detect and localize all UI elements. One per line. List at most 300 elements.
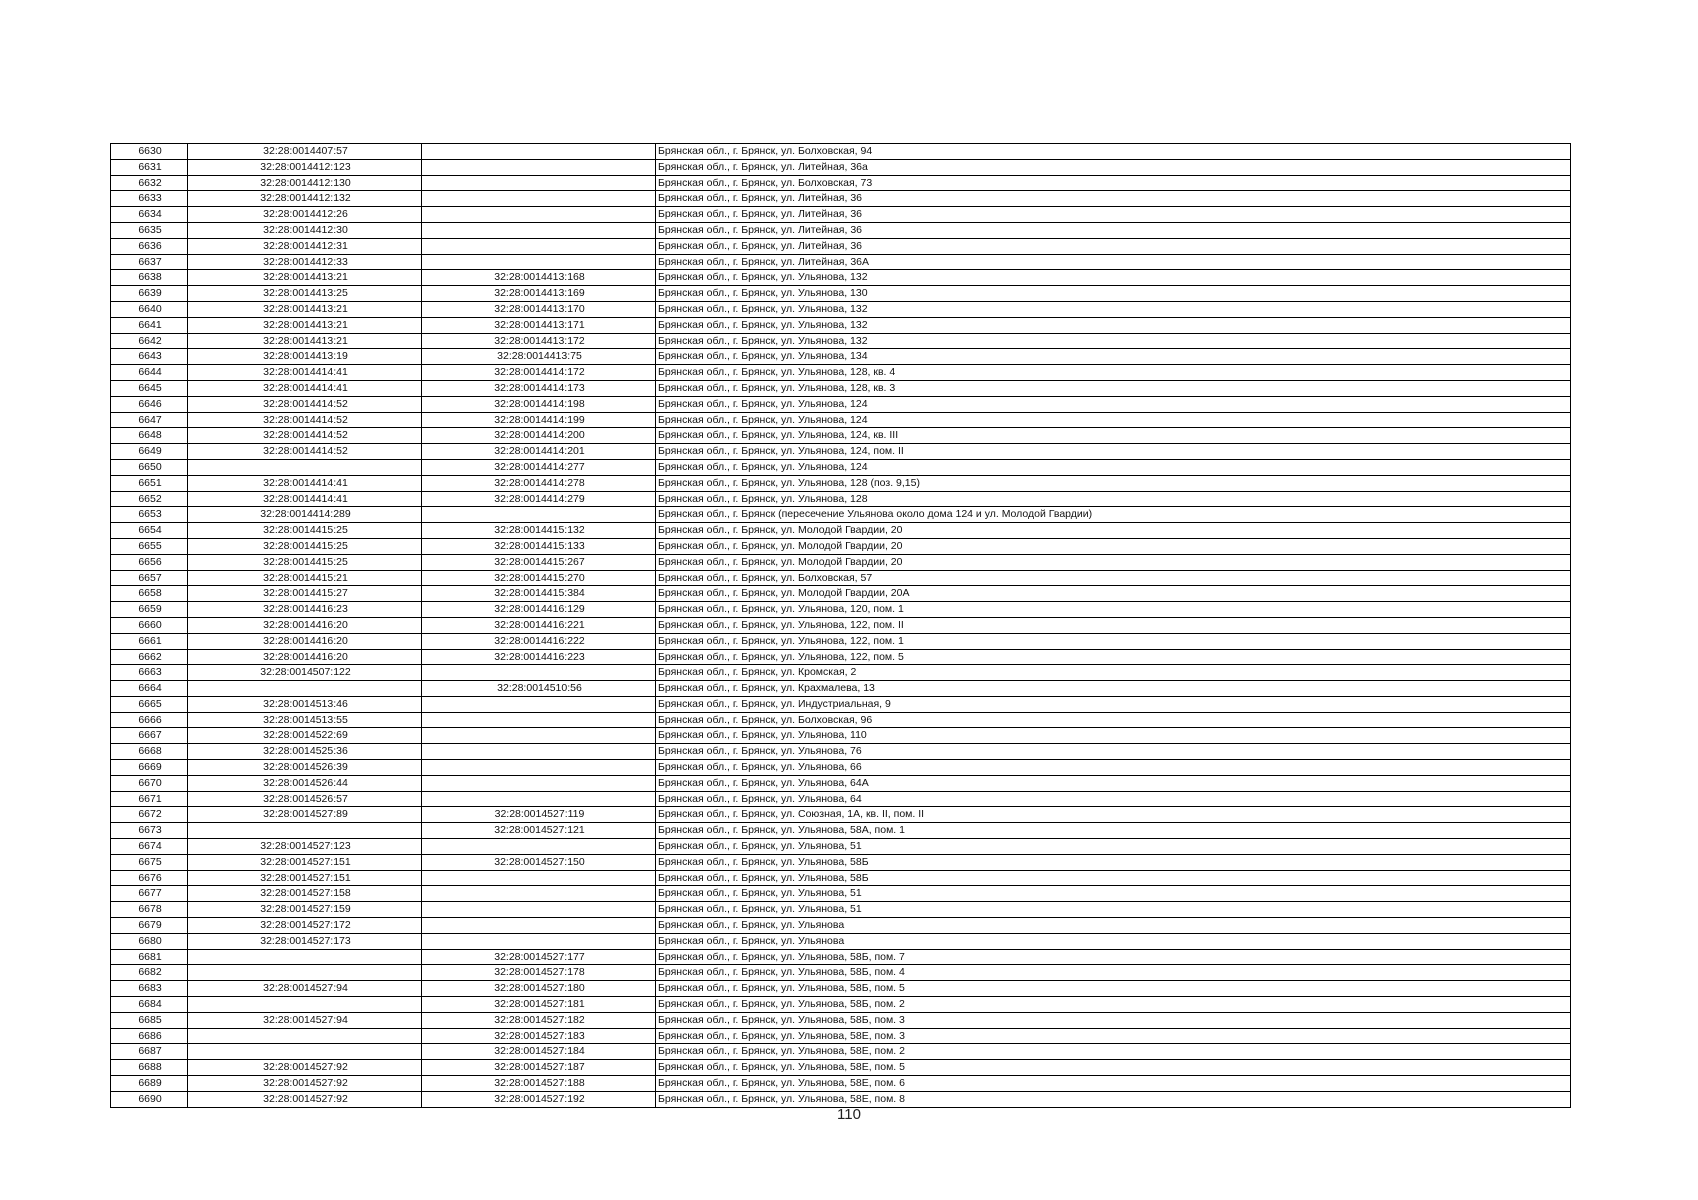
object-cadastral-number-cell	[422, 760, 656, 776]
object-cadastral-number-cell	[422, 207, 656, 223]
address-cell: Брянская обл., г. Брянск, ул. Ульянова, 134	[656, 349, 1571, 365]
object-cadastral-number-cell	[422, 775, 656, 791]
table-row	[111, 617, 1571, 633]
parcel-cadastral-number-cell: 32:28:0014527:172	[188, 918, 422, 934]
object-cadastral-number-cell	[422, 191, 656, 207]
table-row	[111, 444, 1571, 460]
row-number-cell: 6690	[111, 1091, 188, 1107]
page-number: 110	[837, 1106, 861, 1123]
object-cadastral-number-cell: 32:28:0014527:150	[422, 854, 656, 870]
object-cadastral-number-cell: 32:28:0014527:184	[422, 1044, 656, 1060]
address-cell: Брянская обл., г. Брянск, ул. Ульянова, 122, пом. II	[656, 617, 1571, 633]
table-row	[111, 207, 1571, 223]
address-cell: Брянская обл., г. Брянск, ул. Ульянова, 58Е, пом. 8	[656, 1091, 1571, 1107]
table-row	[111, 807, 1571, 823]
row-number-cell: 6671	[111, 791, 188, 807]
table-row	[111, 459, 1571, 475]
row-number-cell: 6635	[111, 222, 188, 238]
row-number-cell: 6652	[111, 491, 188, 507]
table-row	[111, 649, 1571, 665]
row-number-cell: 6667	[111, 728, 188, 744]
object-cadastral-number-cell: 32:28:0014413:169	[422, 286, 656, 302]
table-row	[111, 286, 1571, 302]
row-number-cell: 6662	[111, 649, 188, 665]
table-row	[111, 681, 1571, 697]
row-number-cell: 6657	[111, 570, 188, 586]
parcel-cadastral-number-cell: 32:28:0014415:25	[188, 538, 422, 554]
row-number-cell: 6677	[111, 886, 188, 902]
address-cell: Брянская обл., г. Брянск, ул. Ульянова, 51	[656, 886, 1571, 902]
parcel-cadastral-number-cell: 32:28:0014416:23	[188, 602, 422, 618]
table-row	[111, 902, 1571, 918]
address-cell: Брянская обл., г. Брянск, ул. Ульянова, 132	[656, 333, 1571, 349]
address-cell: Брянская обл., г. Брянск, ул. Ульянова, 58Е, пом. 5	[656, 1060, 1571, 1076]
object-cadastral-number-cell	[422, 254, 656, 270]
object-cadastral-number-cell: 32:28:0014527:121	[422, 823, 656, 839]
address-cell: Брянская обл., г. Брянск, ул. Ульянова, 124	[656, 412, 1571, 428]
parcel-cadastral-number-cell: 32:28:0014415:27	[188, 586, 422, 602]
parcel-cadastral-number-cell: 32:28:0014412:132	[188, 191, 422, 207]
object-cadastral-number-cell: 32:28:0014527:178	[422, 965, 656, 981]
property-registry-table	[110, 143, 1571, 1108]
table-row	[111, 365, 1571, 381]
parcel-cadastral-number-cell	[188, 459, 422, 475]
table-row	[111, 491, 1571, 507]
parcel-cadastral-number-cell: 32:28:0014526:39	[188, 760, 422, 776]
registry-table-body	[111, 144, 1571, 1108]
address-cell: Брянская обл., г. Брянск, ул. Ульянова, 124, пом. II	[656, 444, 1571, 460]
parcel-cadastral-number-cell: 32:28:0014407:57	[188, 144, 422, 160]
row-number-cell: 6650	[111, 459, 188, 475]
table-row	[111, 854, 1571, 870]
object-cadastral-number-cell: 32:28:0014414:200	[422, 428, 656, 444]
parcel-cadastral-number-cell: 32:28:0014412:33	[188, 254, 422, 270]
address-cell: Брянская обл., г. Брянск, ул. Союзная, 1А, кв. II, пом. II	[656, 807, 1571, 823]
address-cell: Брянская обл., г. Брянск, ул. Ульянова, 120, пом. 1	[656, 602, 1571, 618]
object-cadastral-number-cell	[422, 744, 656, 760]
address-cell: Брянская обл., г. Брянск, ул. Ульянова, 58Б, пом. 7	[656, 949, 1571, 965]
table-row	[111, 744, 1571, 760]
table-row	[111, 238, 1571, 254]
object-cadastral-number-cell: 32:28:0014413:168	[422, 270, 656, 286]
object-cadastral-number-cell: 32:28:0014413:172	[422, 333, 656, 349]
parcel-cadastral-number-cell: 32:28:0014414:52	[188, 428, 422, 444]
object-cadastral-number-cell	[422, 222, 656, 238]
parcel-cadastral-number-cell: 32:28:0014416:20	[188, 633, 422, 649]
row-number-cell: 6676	[111, 870, 188, 886]
object-cadastral-number-cell	[422, 933, 656, 949]
table-row	[111, 570, 1571, 586]
address-cell: Брянская обл., г. Брянск, ул. Ульянова, 58Б, пом. 2	[656, 997, 1571, 1013]
parcel-cadastral-number-cell: 32:28:0014416:20	[188, 649, 422, 665]
table-row	[111, 301, 1571, 317]
row-number-cell: 6641	[111, 317, 188, 333]
table-row	[111, 633, 1571, 649]
parcel-cadastral-number-cell	[188, 681, 422, 697]
parcel-cadastral-number-cell: 32:28:0014413:19	[188, 349, 422, 365]
row-number-cell: 6666	[111, 712, 188, 728]
object-cadastral-number-cell: 32:28:0014527:187	[422, 1060, 656, 1076]
address-cell: Брянская обл., г. Брянск, ул. Литейная, 36	[656, 238, 1571, 254]
parcel-cadastral-number-cell	[188, 1028, 422, 1044]
object-cadastral-number-cell	[422, 870, 656, 886]
object-cadastral-number-cell	[422, 902, 656, 918]
address-cell: Брянская обл., г. Брянск, ул. Ульянова, 76	[656, 744, 1571, 760]
table-row	[111, 949, 1571, 965]
row-number-cell: 6686	[111, 1028, 188, 1044]
address-cell: Брянская обл., г. Брянск, ул. Ульянова, 58Б, пом. 3	[656, 1012, 1571, 1028]
table-row	[111, 1060, 1571, 1076]
object-cadastral-number-cell: 32:28:0014527:183	[422, 1028, 656, 1044]
address-cell: Брянская обл., г. Брянск, ул. Индустриальная, 9	[656, 696, 1571, 712]
parcel-cadastral-number-cell: 32:28:0014413:25	[188, 286, 422, 302]
address-cell: Брянская обл., г. Брянск, ул. Ульянова, 130	[656, 286, 1571, 302]
parcel-cadastral-number-cell	[188, 949, 422, 965]
object-cadastral-number-cell: 32:28:0014414:201	[422, 444, 656, 460]
parcel-cadastral-number-cell: 32:28:0014527:123	[188, 839, 422, 855]
object-cadastral-number-cell: 32:28:0014415:133	[422, 538, 656, 554]
table-row	[111, 712, 1571, 728]
object-cadastral-number-cell	[422, 728, 656, 744]
address-cell: Брянская обл., г. Брянск, ул. Литейная, 36	[656, 191, 1571, 207]
address-cell: Брянская обл., г. Брянск, ул. Ульянова, 64	[656, 791, 1571, 807]
row-number-cell: 6656	[111, 554, 188, 570]
parcel-cadastral-number-cell: 32:28:0014414:41	[188, 380, 422, 396]
object-cadastral-number-cell: 32:28:0014527:181	[422, 997, 656, 1013]
table-row	[111, 839, 1571, 855]
address-cell: Брянская обл., г. Брянск, ул. Литейная, 36а	[656, 159, 1571, 175]
row-number-cell: 6679	[111, 918, 188, 934]
parcel-cadastral-number-cell: 32:28:0014527:159	[188, 902, 422, 918]
row-number-cell: 6630	[111, 144, 188, 160]
table-row	[111, 159, 1571, 175]
address-cell: Брянская обл., г. Брянск, ул. Ульянова, 122, пом. 1	[656, 633, 1571, 649]
parcel-cadastral-number-cell: 32:28:0014526:44	[188, 775, 422, 791]
object-cadastral-number-cell	[422, 159, 656, 175]
parcel-cadastral-number-cell: 32:28:0014527:158	[188, 886, 422, 902]
row-number-cell: 6632	[111, 175, 188, 191]
table-row	[111, 523, 1571, 539]
object-cadastral-number-cell: 32:28:0014527:177	[422, 949, 656, 965]
address-cell: Брянская обл., г. Брянск, ул. Ульянова, 128 (поз. 9,15)	[656, 475, 1571, 491]
parcel-cadastral-number-cell: 32:28:0014527:92	[188, 1076, 422, 1092]
table-row	[111, 965, 1571, 981]
row-number-cell: 6672	[111, 807, 188, 823]
object-cadastral-number-cell: 32:28:0014527:119	[422, 807, 656, 823]
row-number-cell: 6631	[111, 159, 188, 175]
address-cell: Брянская обл., г. Брянск, ул. Ульянова, 58Е, пом. 3	[656, 1028, 1571, 1044]
address-cell: Брянская обл., г. Брянск, ул. Ульянова, 124	[656, 396, 1571, 412]
address-cell: Брянская обл., г. Брянск, ул. Молодой Гвардии, 20А	[656, 586, 1571, 602]
row-number-cell: 6661	[111, 633, 188, 649]
row-number-cell: 6687	[111, 1044, 188, 1060]
object-cadastral-number-cell	[422, 918, 656, 934]
parcel-cadastral-number-cell: 32:28:0014415:25	[188, 523, 422, 539]
address-cell: Брянская обл., г. Брянск, ул. Болховская, 94	[656, 144, 1571, 160]
object-cadastral-number-cell	[422, 144, 656, 160]
row-number-cell: 6636	[111, 238, 188, 254]
table-row	[111, 918, 1571, 934]
address-cell: Брянская обл., г. Брянск, ул. Ульянова, 132	[656, 301, 1571, 317]
object-cadastral-number-cell	[422, 507, 656, 523]
address-cell: Брянская обл., г. Брянск, ул. Молодой Гвардии, 20	[656, 523, 1571, 539]
table-row	[111, 270, 1571, 286]
table-row	[111, 1044, 1571, 1060]
parcel-cadastral-number-cell: 32:28:0014416:20	[188, 617, 422, 633]
row-number-cell: 6637	[111, 254, 188, 270]
object-cadastral-number-cell: 32:28:0014414:198	[422, 396, 656, 412]
address-cell: Брянская обл., г. Брянск, ул. Ульянова, 58Б, пом. 4	[656, 965, 1571, 981]
row-number-cell: 6659	[111, 602, 188, 618]
table-row	[111, 728, 1571, 744]
object-cadastral-number-cell	[422, 175, 656, 191]
object-cadastral-number-cell: 32:28:0014527:188	[422, 1076, 656, 1092]
address-cell: Брянская обл., г. Брянск (пересечение Ульянова около дома 124 и ул. Молодой Гвардии)	[656, 507, 1571, 523]
row-number-cell: 6670	[111, 775, 188, 791]
row-number-cell: 6648	[111, 428, 188, 444]
parcel-cadastral-number-cell: 32:28:0014527:92	[188, 1091, 422, 1107]
parcel-cadastral-number-cell: 32:28:0014415:21	[188, 570, 422, 586]
table-row	[111, 760, 1571, 776]
address-cell: Брянская обл., г. Брянск, ул. Ульянова, 66	[656, 760, 1571, 776]
object-cadastral-number-cell: 32:28:0014413:171	[422, 317, 656, 333]
table-row	[111, 1076, 1571, 1092]
parcel-cadastral-number-cell: 32:28:0014414:52	[188, 444, 422, 460]
object-cadastral-number-cell: 32:28:0014414:173	[422, 380, 656, 396]
object-cadastral-number-cell: 32:28:0014416:221	[422, 617, 656, 633]
parcel-cadastral-number-cell: 32:28:0014414:41	[188, 365, 422, 381]
table-row	[111, 870, 1571, 886]
row-number-cell: 6669	[111, 760, 188, 776]
table-row	[111, 317, 1571, 333]
table-row	[111, 933, 1571, 949]
table-row	[111, 333, 1571, 349]
parcel-cadastral-number-cell: 32:28:0014513:46	[188, 696, 422, 712]
address-cell: Брянская обл., г. Брянск, ул. Болховская, 96	[656, 712, 1571, 728]
address-cell: Брянская обл., г. Брянск, ул. Ульянова, 64А	[656, 775, 1571, 791]
row-number-cell: 6678	[111, 902, 188, 918]
object-cadastral-number-cell: 32:28:0014415:384	[422, 586, 656, 602]
address-cell: Брянская обл., г. Брянск, ул. Кромская, 2	[656, 665, 1571, 681]
parcel-cadastral-number-cell: 32:28:0014527:151	[188, 870, 422, 886]
row-number-cell: 6643	[111, 349, 188, 365]
row-number-cell: 6689	[111, 1076, 188, 1092]
address-cell: Брянская обл., г. Брянск, ул. Ульянова, 132	[656, 317, 1571, 333]
row-number-cell: 6675	[111, 854, 188, 870]
parcel-cadastral-number-cell: 32:28:0014413:21	[188, 317, 422, 333]
table-row	[111, 349, 1571, 365]
row-number-cell: 6681	[111, 949, 188, 965]
table-row	[111, 1091, 1571, 1107]
object-cadastral-number-cell	[422, 791, 656, 807]
table-row	[111, 428, 1571, 444]
row-number-cell: 6674	[111, 839, 188, 855]
parcel-cadastral-number-cell: 32:28:0014412:130	[188, 175, 422, 191]
object-cadastral-number-cell: 32:28:0014415:270	[422, 570, 656, 586]
address-cell: Брянская обл., г. Брянск, ул. Молодой Гвардии, 20	[656, 538, 1571, 554]
parcel-cadastral-number-cell	[188, 1044, 422, 1060]
table-row	[111, 791, 1571, 807]
parcel-cadastral-number-cell: 32:28:0014513:55	[188, 712, 422, 728]
parcel-cadastral-number-cell: 32:28:0014414:52	[188, 412, 422, 428]
parcel-cadastral-number-cell: 32:28:0014414:289	[188, 507, 422, 523]
row-number-cell: 6685	[111, 1012, 188, 1028]
parcel-cadastral-number-cell: 32:28:0014415:25	[188, 554, 422, 570]
row-number-cell: 6663	[111, 665, 188, 681]
row-number-cell: 6654	[111, 523, 188, 539]
table-row	[111, 997, 1571, 1013]
address-cell: Брянская обл., г. Брянск, ул. Крахмалева, 13	[656, 681, 1571, 697]
address-cell: Брянская обл., г. Брянск, ул. Литейная, 36А	[656, 254, 1571, 270]
row-number-cell: 6680	[111, 933, 188, 949]
address-cell: Брянская обл., г. Брянск, ул. Ульянова, 58Б	[656, 870, 1571, 886]
row-number-cell: 6658	[111, 586, 188, 602]
object-cadastral-number-cell	[422, 665, 656, 681]
parcel-cadastral-number-cell: 32:28:0014412:30	[188, 222, 422, 238]
parcel-cadastral-number-cell: 32:28:0014527:89	[188, 807, 422, 823]
object-cadastral-number-cell: 32:28:0014413:170	[422, 301, 656, 317]
table-row	[111, 1012, 1571, 1028]
parcel-cadastral-number-cell: 32:28:0014527:94	[188, 1012, 422, 1028]
parcel-cadastral-number-cell: 32:28:0014412:31	[188, 238, 422, 254]
row-number-cell: 6668	[111, 744, 188, 760]
row-number-cell: 6649	[111, 444, 188, 460]
address-cell: Брянская обл., г. Брянск, ул. Ульянова, 124	[656, 459, 1571, 475]
object-cadastral-number-cell	[422, 238, 656, 254]
table-row	[111, 191, 1571, 207]
object-cadastral-number-cell: 32:28:0014414:277	[422, 459, 656, 475]
table-row	[111, 696, 1571, 712]
object-cadastral-number-cell: 32:28:0014414:278	[422, 475, 656, 491]
table-row	[111, 144, 1571, 160]
table-row	[111, 175, 1571, 191]
table-row	[111, 380, 1571, 396]
address-cell: Брянская обл., г. Брянск, ул. Ульянова	[656, 918, 1571, 934]
row-number-cell: 6634	[111, 207, 188, 223]
object-cadastral-number-cell: 32:28:0014416:223	[422, 649, 656, 665]
address-cell: Брянская обл., г. Брянск, ул. Ульянова, 58А, пом. 1	[656, 823, 1571, 839]
object-cadastral-number-cell	[422, 696, 656, 712]
object-cadastral-number-cell: 32:28:0014414:199	[422, 412, 656, 428]
row-number-cell: 6673	[111, 823, 188, 839]
table-row	[111, 823, 1571, 839]
address-cell: Брянская обл., г. Брянск, ул. Болховская, 73	[656, 175, 1571, 191]
object-cadastral-number-cell: 32:28:0014510:56	[422, 681, 656, 697]
parcel-cadastral-number-cell: 32:28:0014527:92	[188, 1060, 422, 1076]
table-row	[111, 254, 1571, 270]
row-number-cell: 6646	[111, 396, 188, 412]
address-cell: Брянская обл., г. Брянск, ул. Ульянова, 58Е, пом. 6	[656, 1076, 1571, 1092]
row-number-cell: 6660	[111, 617, 188, 633]
row-number-cell: 6644	[111, 365, 188, 381]
row-number-cell: 6651	[111, 475, 188, 491]
parcel-cadastral-number-cell: 32:28:0014413:21	[188, 270, 422, 286]
address-cell: Брянская обл., г. Брянск, ул. Ульянова, 58Б, пом. 5	[656, 981, 1571, 997]
table-row	[111, 665, 1571, 681]
object-cadastral-number-cell: 32:28:0014415:267	[422, 554, 656, 570]
address-cell: Брянская обл., г. Брянск, ул. Ульянова, 124, кв. III	[656, 428, 1571, 444]
parcel-cadastral-number-cell: 32:28:0014414:52	[188, 396, 422, 412]
row-number-cell: 6684	[111, 997, 188, 1013]
object-cadastral-number-cell: 32:28:0014527:192	[422, 1091, 656, 1107]
address-cell: Брянская обл., г. Брянск, ул. Ульянова, 128, кв. 3	[656, 380, 1571, 396]
object-cadastral-number-cell: 32:28:0014527:180	[422, 981, 656, 997]
address-cell: Брянская обл., г. Брянск, ул. Ульянова, 128, кв. 4	[656, 365, 1571, 381]
object-cadastral-number-cell: 32:28:0014415:132	[422, 523, 656, 539]
address-cell: Брянская обл., г. Брянск, ул. Ульянова, 122, пом. 5	[656, 649, 1571, 665]
parcel-cadastral-number-cell: 32:28:0014507:122	[188, 665, 422, 681]
address-cell: Брянская обл., г. Брянск, ул. Ульянова, 51	[656, 902, 1571, 918]
table-row	[111, 538, 1571, 554]
parcel-cadastral-number-cell: 32:28:0014413:21	[188, 301, 422, 317]
address-cell: Брянская обл., г. Брянск, ул. Ульянова	[656, 933, 1571, 949]
table-row	[111, 886, 1571, 902]
parcel-cadastral-number-cell: 32:28:0014413:21	[188, 333, 422, 349]
parcel-cadastral-number-cell: 32:28:0014527:151	[188, 854, 422, 870]
address-cell: Брянская обл., г. Брянск, ул. Ульянова, 51	[656, 839, 1571, 855]
table-row	[111, 396, 1571, 412]
row-number-cell: 6645	[111, 380, 188, 396]
row-number-cell: 6665	[111, 696, 188, 712]
parcel-cadastral-number-cell: 32:28:0014412:26	[188, 207, 422, 223]
parcel-cadastral-number-cell: 32:28:0014526:57	[188, 791, 422, 807]
object-cadastral-number-cell: 32:28:0014414:172	[422, 365, 656, 381]
address-cell: Брянская обл., г. Брянск, ул. Болховская, 57	[656, 570, 1571, 586]
object-cadastral-number-cell: 32:28:0014527:182	[422, 1012, 656, 1028]
parcel-cadastral-number-cell: 32:28:0014412:123	[188, 159, 422, 175]
object-cadastral-number-cell: 32:28:0014413:75	[422, 349, 656, 365]
object-cadastral-number-cell: 32:28:0014416:222	[422, 633, 656, 649]
table-row	[111, 1028, 1571, 1044]
address-cell: Брянская обл., г. Брянск, ул. Ульянова, 58Б	[656, 854, 1571, 870]
address-cell: Брянская обл., г. Брянск, ул. Литейная, 36	[656, 207, 1571, 223]
table-row	[111, 981, 1571, 997]
parcel-cadastral-number-cell: 32:28:0014525:36	[188, 744, 422, 760]
parcel-cadastral-number-cell	[188, 997, 422, 1013]
row-number-cell: 6640	[111, 301, 188, 317]
row-number-cell: 6642	[111, 333, 188, 349]
table-row	[111, 507, 1571, 523]
row-number-cell: 6638	[111, 270, 188, 286]
parcel-cadastral-number-cell: 32:28:0014527:94	[188, 981, 422, 997]
address-cell: Брянская обл., г. Брянск, ул. Ульянова, 110	[656, 728, 1571, 744]
object-cadastral-number-cell	[422, 712, 656, 728]
row-number-cell: 6639	[111, 286, 188, 302]
parcel-cadastral-number-cell: 32:28:0014522:69	[188, 728, 422, 744]
address-cell: Брянская обл., г. Брянск, ул. Ульянова, 128	[656, 491, 1571, 507]
table-row	[111, 602, 1571, 618]
address-cell: Брянская обл., г. Брянск, ул. Молодой Гвардии, 20	[656, 554, 1571, 570]
parcel-cadastral-number-cell	[188, 965, 422, 981]
parcel-cadastral-number-cell	[188, 823, 422, 839]
object-cadastral-number-cell: 32:28:0014414:279	[422, 491, 656, 507]
parcel-cadastral-number-cell: 32:28:0014527:173	[188, 933, 422, 949]
row-number-cell: 6653	[111, 507, 188, 523]
object-cadastral-number-cell	[422, 886, 656, 902]
object-cadastral-number-cell	[422, 839, 656, 855]
row-number-cell: 6647	[111, 412, 188, 428]
row-number-cell: 6633	[111, 191, 188, 207]
row-number-cell: 6688	[111, 1060, 188, 1076]
object-cadastral-number-cell: 32:28:0014416:129	[422, 602, 656, 618]
parcel-cadastral-number-cell: 32:28:0014414:41	[188, 491, 422, 507]
address-cell: Брянская обл., г. Брянск, ул. Ульянова, 132	[656, 270, 1571, 286]
table-row	[111, 554, 1571, 570]
row-number-cell: 6664	[111, 681, 188, 697]
address-cell: Брянская обл., г. Брянск, ул. Ульянова, 58Е, пом. 2	[656, 1044, 1571, 1060]
table-row	[111, 586, 1571, 602]
table-row	[111, 412, 1571, 428]
